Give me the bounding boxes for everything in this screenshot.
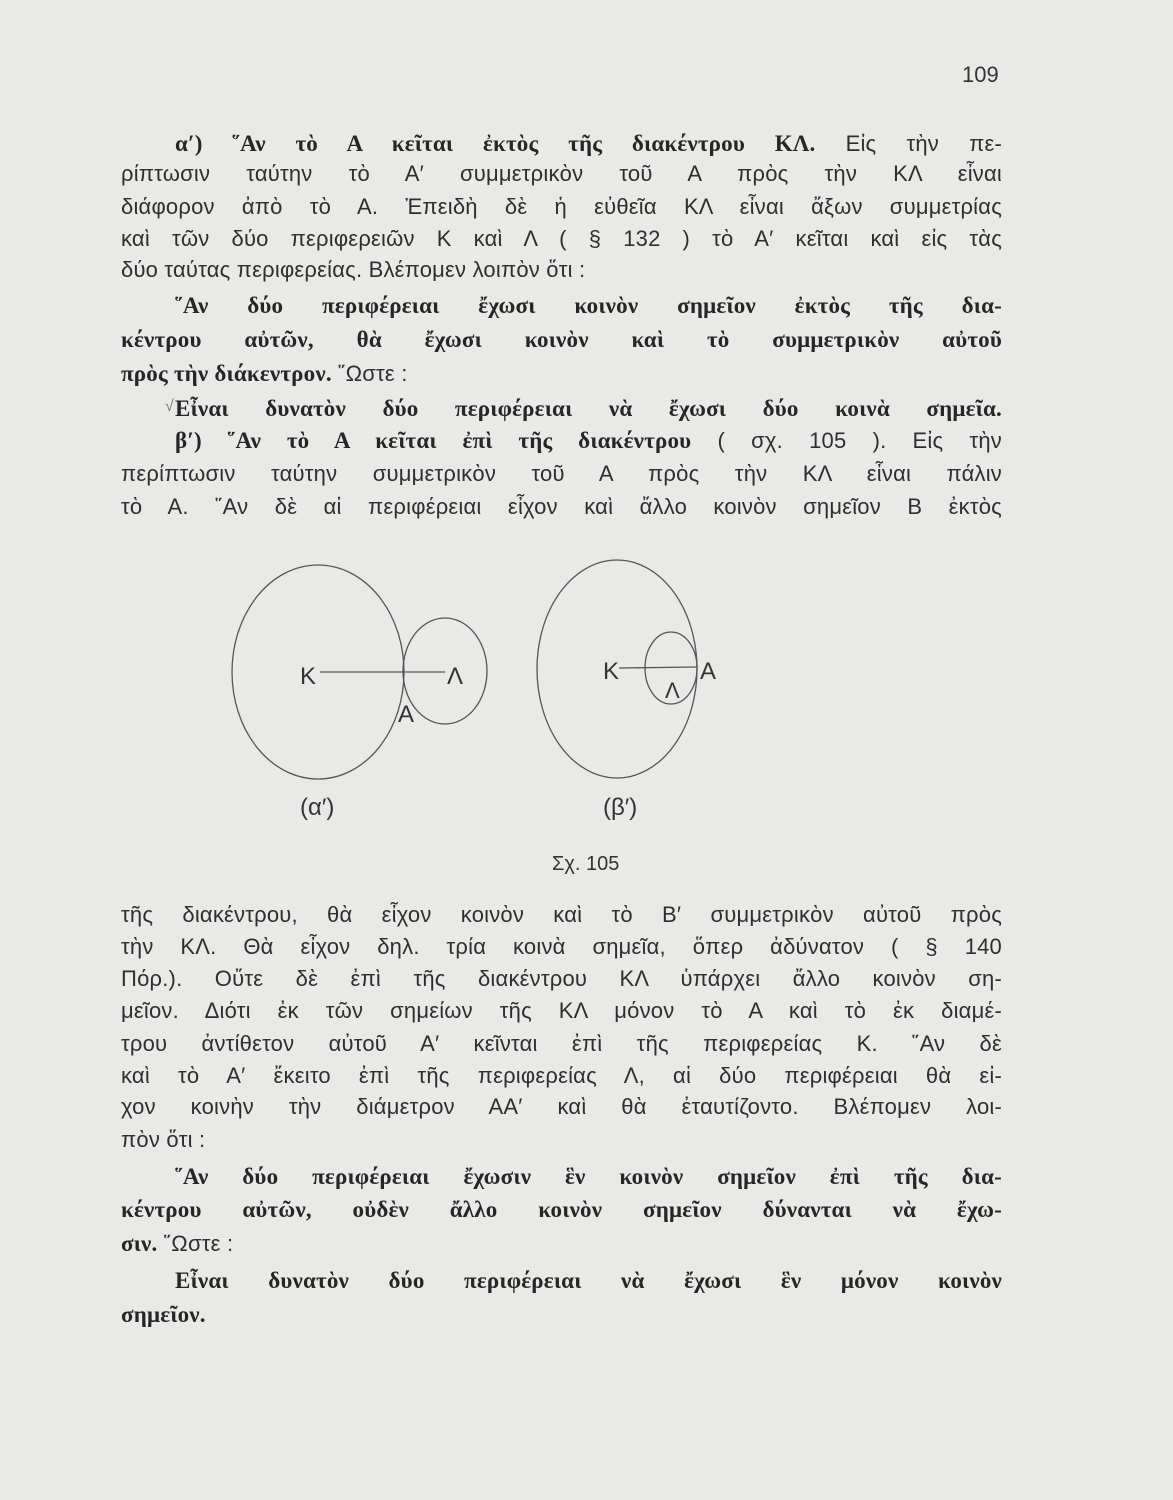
text: τρου ἀντίθετον αὐτοῦ Α′ κεῖνται ἐπὶ τῆς περιφερείας Κ. ῞Αν δὲ <box>121 1031 1002 1056</box>
bold-text: ῞Αν δύο περιφέρειαι ἔχωσιν ἓν κοινὸν σημεῖον ἐπὶ τῆς δια- <box>175 1164 1002 1189</box>
text: μεῖον. Διότι ἐκ τῶν σημείων τῆς ΚΛ μόνον τὸ Α καὶ τὸ ἐκ διαμέ- <box>121 998 1002 1023</box>
figure-caption: Σχ. 105 <box>552 853 620 875</box>
text: Εἰς τὴν πε- <box>815 131 1002 156</box>
text: τὸ Α. ῞Αν δὲ αἱ περιφέρειαι εἶχον καὶ ἄλλο κοινὸν σημεῖον Β ἐκτὸς <box>121 494 1002 519</box>
text: ῞Ωστε : <box>157 1231 234 1256</box>
label-a: Α <box>398 701 415 728</box>
text: ( σχ. 105 ). Εἰς τὴν <box>691 428 1002 453</box>
figure-a-label: (α′) <box>300 794 335 821</box>
bold-text: ῞Αν δύο περιφέρειαι ἔχωσι κοινὸν σημεῖον ἐκτὸς τῆς δια- <box>175 293 1002 318</box>
label-a: Α <box>700 658 717 685</box>
bold-text: β′) ῞Αν τὸ Α κεῖται ἐπὶ τῆς διακέντρου <box>175 428 692 453</box>
text: καὶ τὸ Α′ ἔκειτο ἐπὶ τῆς περιφερείας Λ, αἱ δύο περιφέρειαι θὰ εἰ- <box>121 1063 1002 1088</box>
label-l: Λ <box>447 663 464 690</box>
label-k: Κ <box>300 663 317 690</box>
text: ρίπτωσιν ταύτην τὸ Α′ συμμετρικὸν τοῦ Α πρὸς τὴν ΚΛ εἶναι <box>121 161 1002 186</box>
text: δύο ταύτας περιφερείας. Βλέπομεν λοιπὸν ὅτι : <box>121 257 586 282</box>
bold-text: α′) ῞Αν τὸ Α κεῖται ἐκτὸς τῆς διακέντρου ΚΛ. <box>175 131 816 156</box>
check-mark: √ <box>165 398 174 415</box>
text: ῞Ωστε : <box>331 361 408 386</box>
bold-text: σιν. <box>121 1231 158 1256</box>
text: διάφορον ἀπὸ τὸ Α. Ἐπειδὴ δὲ ἡ εὐθεῖα ΚΛ εἶναι ἄξων συμμετρίας <box>121 194 1002 219</box>
text: χον κοινὴν τὴν διάμετρον ΑΑ′ καὶ θὰ ἐταυτίζοντο. Βλέπομεν λοι- <box>121 1094 1002 1119</box>
bold-text: πρὸς τὴν διάκεντρον. <box>121 361 332 386</box>
text: Πόρ.). Οὔτε δὲ ἐπὶ τῆς διακέντρου ΚΛ ὑπάρχει ἄλλο κοινὸν ση- <box>121 966 1002 991</box>
text: καὶ τῶν δύο περιφερειῶν Κ καὶ Λ ( § 132 ) τὸ Α′ κεῖται καὶ εἰς τὰς <box>121 226 1002 251</box>
text: τὴν ΚΛ. Θὰ εἶχον δηλ. τρία κοινὰ σημεῖα, ὅπερ ἀδύνατον ( § 140 <box>121 934 1002 959</box>
bold-text: Εἶναι δυνατὸν δύο περιφέρειαι νὰ ἔχωσι ἓν μόνον κοινὸν <box>175 1268 1002 1293</box>
circle-l <box>403 618 487 724</box>
text: τῆς διακέντρου, θὰ εἶχον κοινὸν καὶ τὸ Β′ συμμετρικὸν αὐτοῦ πρὸς <box>121 902 1002 927</box>
bold-text: κέντρου αὐτῶν, οὐδὲν ἄλλο κοινὸν σημεῖον δύνανται νὰ ἔχω- <box>121 1197 1002 1222</box>
text: περίπτωσιν ταύτην συμμετρικὸν τοῦ Α πρὸς τὴν ΚΛ εἶναι πάλιν <box>121 461 1002 486</box>
bold-text: σημεῖον. <box>121 1302 206 1327</box>
label-l: Λ <box>665 678 680 703</box>
figure-b-label: (β′) <box>603 794 638 821</box>
text: πὸν ὅτι : <box>121 1127 206 1152</box>
label-k: Κ <box>603 658 620 685</box>
bold-text: Εἶναι δυνατὸν δύο περιφέρειαι νὰ ἔχωσι δύο κοινὰ σημεῖα. <box>175 396 1002 421</box>
page-number: 109 <box>962 62 999 87</box>
bold-text: κέντρου αὐτῶν, θὰ ἔχωσι κοινὸν καὶ τὸ συμμετρικὸν αὐτοῦ <box>121 327 1002 352</box>
center-line <box>619 667 697 668</box>
